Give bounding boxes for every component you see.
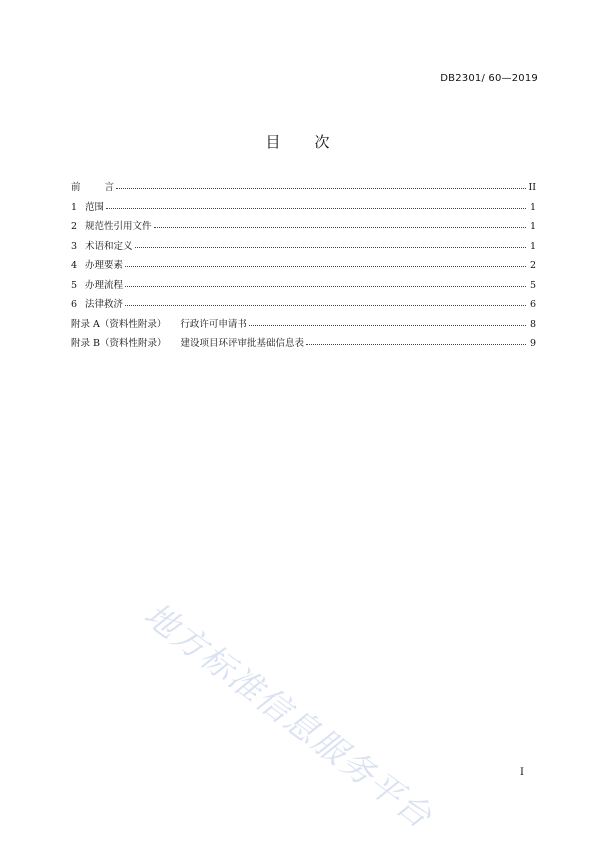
toc-number: 5 <box>71 279 78 291</box>
toc-entry-appendix-a[interactable] <box>71 316 536 336</box>
toc-page: 1 <box>529 240 536 252</box>
toc-entry-normative-references[interactable] <box>71 218 536 238</box>
toc-page: II <box>528 182 536 193</box>
toc-leader <box>106 208 526 209</box>
toc-number: 6 <box>71 299 78 310</box>
title-part-2: 次 <box>314 133 330 151</box>
toc-number: 2 <box>71 221 78 232</box>
toc-label: 术语和定义 <box>85 240 133 252</box>
toc-leader <box>116 188 526 189</box>
toc-number: 3 <box>71 240 78 252</box>
title-part-1: 目 <box>265 133 281 151</box>
toc-label: 办理要素 <box>85 260 124 271</box>
toc-page: 8 <box>529 318 536 330</box>
toc-leader <box>154 227 526 228</box>
toc-label: 范围 <box>85 201 105 213</box>
toc-entry-legal-remedy[interactable] <box>71 296 536 316</box>
toc-number: 1 <box>71 201 78 213</box>
toc-label: 法律救济 <box>85 299 124 310</box>
toc-page: 2 <box>529 260 536 271</box>
watermark: 地方标准信息服务平台 <box>137 594 441 837</box>
toc-leader <box>125 286 526 287</box>
toc-leader <box>135 247 526 248</box>
toc-page: 1 <box>529 221 536 232</box>
toc-page: 9 <box>529 338 536 349</box>
doc-code: DB2301/ 60—2019 <box>440 73 538 84</box>
toc-entry-terms[interactable] <box>71 238 536 258</box>
toc-page: 5 <box>529 279 536 291</box>
toc-page: 1 <box>529 201 536 213</box>
toc-entry-elements[interactable] <box>71 257 536 277</box>
toc-entry-scope[interactable] <box>71 199 536 219</box>
toc-label: 附录 B（资料性附录） 建设项目环评审批基础信息表 <box>71 338 305 349</box>
page-number: I <box>520 767 524 778</box>
toc-leader <box>125 266 526 267</box>
page-title <box>0 131 595 152</box>
toc-leader <box>249 325 526 326</box>
toc-label: 前 言 <box>71 182 115 193</box>
toc-page: 6 <box>529 299 536 310</box>
toc-number: 4 <box>71 260 78 271</box>
toc-entry-foreword[interactable] <box>71 179 536 199</box>
toc-leader <box>306 344 526 345</box>
toc-leader <box>125 305 526 306</box>
toc-label: 规范性引用文件 <box>85 221 152 232</box>
toc-entry-appendix-b[interactable] <box>71 335 536 355</box>
toc-label: 附录 A（资料性附录） 行政许可申请书 <box>71 318 247 330</box>
toc-label: 办理流程 <box>85 279 124 291</box>
toc-entry-process[interactable] <box>71 277 536 297</box>
table-of-contents <box>71 179 536 355</box>
